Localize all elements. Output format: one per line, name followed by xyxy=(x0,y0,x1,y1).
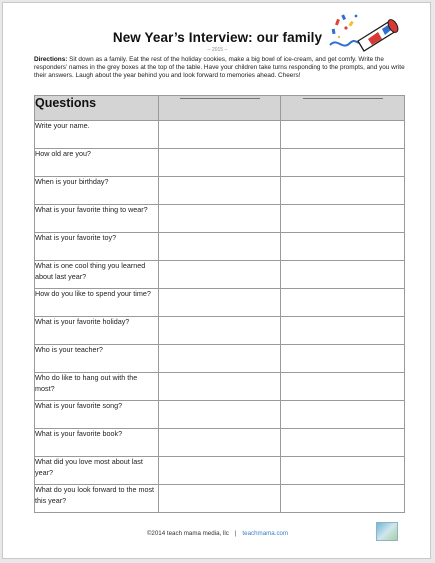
table-row xyxy=(35,373,405,401)
question-cell: What is one cool thing you learned about last year? xyxy=(35,261,159,289)
question-cell: What did you love most about last year? xyxy=(35,457,159,485)
table-row xyxy=(35,149,405,177)
answer-cell-2[interactable] xyxy=(281,317,405,345)
answer-cell-2[interactable] xyxy=(281,345,405,373)
directions-label: Directions: xyxy=(34,56,68,63)
table-row xyxy=(35,177,405,205)
answer-cell-2[interactable] xyxy=(281,233,405,261)
answer-cell-2[interactable] xyxy=(281,205,405,233)
table-row xyxy=(35,401,405,429)
question-cell: What is your favorite toy? xyxy=(35,233,159,261)
footer xyxy=(3,530,432,537)
answer-cell-2[interactable] xyxy=(281,121,405,149)
directions-body: Sit down as a family. Eat the rest of the holiday cookies, make a big bowl of ice-cream, and get comfy. Write the responders’ names in the grey boxes at the top of the table. Have your children take turns responding to the prompts, and you write their answers. Laugh about the year behind you and look forward to memories ahead. Cheers! xyxy=(34,56,405,79)
question-cell: Who is your teacher? xyxy=(35,345,159,373)
answer-cell-2[interactable] xyxy=(281,149,405,177)
table-row xyxy=(35,289,405,317)
answer-cell-2[interactable] xyxy=(281,401,405,429)
question-cell: What is your favorite holiday? xyxy=(35,317,159,345)
question-cell: How old are you? xyxy=(35,149,159,177)
answer-cell-1[interactable] xyxy=(159,149,281,177)
footer-link[interactable]: teachmama.com xyxy=(242,530,289,537)
page-title: New Year’s Interview: our family xyxy=(112,30,323,45)
answer-cell-1[interactable] xyxy=(159,345,281,373)
table-row xyxy=(35,457,405,485)
answer-cell-1[interactable] xyxy=(159,289,281,317)
answer-cell-2[interactable] xyxy=(281,289,405,317)
teachmama-logo-thumbnail xyxy=(376,522,398,541)
answer-cell-1[interactable] xyxy=(159,457,281,485)
name-line xyxy=(180,98,260,99)
answer-cell-2[interactable] xyxy=(281,261,405,289)
answer-cell-2[interactable] xyxy=(281,429,405,457)
answer-cell-1[interactable] xyxy=(159,373,281,401)
question-cell: What is your favorite thing to wear? xyxy=(35,205,159,233)
interview-table xyxy=(34,95,405,513)
table-row xyxy=(35,121,405,149)
year-label: -- 2015 -- xyxy=(207,47,228,53)
question-cell: What is your favorite song? xyxy=(35,401,159,429)
worksheet-page xyxy=(2,2,431,559)
question-cell: Write your name. xyxy=(35,121,159,149)
question-cell: What is your favorite book? xyxy=(35,429,159,457)
answer-cell-1[interactable] xyxy=(159,401,281,429)
question-cell: When is your birthday? xyxy=(35,177,159,205)
questions-body xyxy=(35,121,405,513)
question-cell: Who do like to hang out with the most? xyxy=(35,373,159,401)
table-row xyxy=(35,317,405,345)
answer-cell-1[interactable] xyxy=(159,485,281,513)
question-cell: What do you look forward to the most this year? xyxy=(35,485,159,513)
questions-header: Questions xyxy=(35,96,159,121)
footer-separator: | xyxy=(234,530,237,537)
answer-cell-1[interactable] xyxy=(159,177,281,205)
answer-cell-1[interactable] xyxy=(159,317,281,345)
responder-name-box-2[interactable] xyxy=(281,96,405,121)
answer-cell-1[interactable] xyxy=(159,205,281,233)
table-row xyxy=(35,429,405,457)
directions-text xyxy=(34,56,406,80)
answer-cell-1[interactable] xyxy=(159,429,281,457)
answer-cell-1[interactable] xyxy=(159,261,281,289)
answer-cell-1[interactable] xyxy=(159,121,281,149)
table-row xyxy=(35,205,405,233)
answer-cell-2[interactable] xyxy=(281,457,405,485)
answer-cell-2[interactable] xyxy=(281,485,405,513)
responder-name-box-1[interactable] xyxy=(159,96,281,121)
name-line xyxy=(303,98,383,99)
table-row xyxy=(35,261,405,289)
answer-cell-2[interactable] xyxy=(281,177,405,205)
table-row xyxy=(35,485,405,513)
copyright-text: ©2014 teach mama media, llc xyxy=(146,530,229,537)
table-row xyxy=(35,233,405,261)
answer-cell-2[interactable] xyxy=(281,373,405,401)
table-row xyxy=(35,345,405,373)
table-header-row xyxy=(35,96,405,121)
answer-cell-1[interactable] xyxy=(159,233,281,261)
question-cell: How do you like to spend your time? xyxy=(35,289,159,317)
